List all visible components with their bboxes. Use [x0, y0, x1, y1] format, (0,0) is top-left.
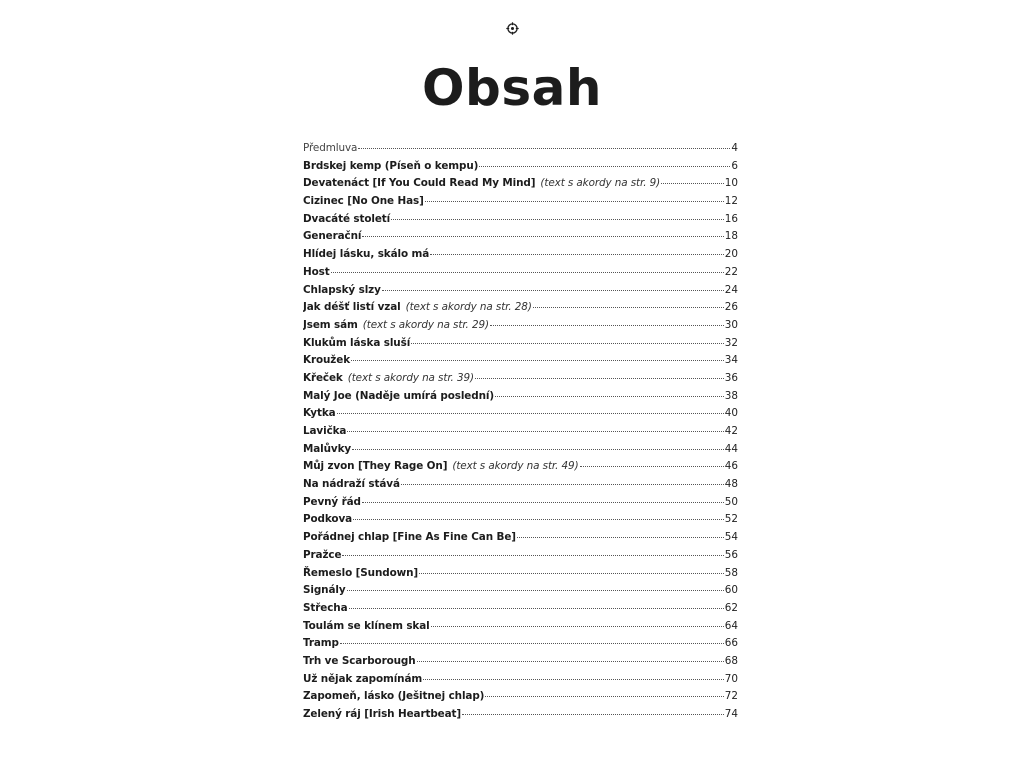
- toc-entry-page-number: 58: [724, 566, 738, 579]
- dot-leader: [340, 642, 724, 644]
- toc-entry-title: Můj zvon [They Rage On]: [303, 460, 448, 473]
- toc-entry[interactable]: [303, 317, 738, 335]
- dot-leader: [347, 430, 723, 432]
- toc-entry-title: Brdskej kemp (Píseň o kempu): [303, 159, 479, 172]
- toc-entry[interactable]: [303, 193, 738, 211]
- dot-leader: [423, 678, 724, 680]
- toc-entry-title: Křeček: [303, 371, 343, 384]
- toc-entry-page-number: 62: [724, 601, 738, 614]
- toc-entry-title: Pevný řád: [303, 495, 361, 508]
- dot-leader: [431, 625, 724, 627]
- toc-entry-page-number: 38: [724, 389, 738, 402]
- dot-leader: [430, 253, 724, 255]
- dot-leader: [517, 536, 724, 538]
- toc-entry[interactable]: [303, 388, 738, 406]
- toc-entry-title: Devatenáct [If You Could Read My Mind]: [303, 177, 536, 190]
- toc-entry-title: Lavička: [303, 425, 347, 437]
- toc-entry[interactable]: [303, 547, 738, 565]
- toc-entry[interactable]: [303, 653, 738, 671]
- toc-entry-page-number: 54: [724, 531, 738, 544]
- dot-leader: [417, 660, 724, 662]
- dot-leader: [401, 483, 724, 485]
- toc-entry-title: Pořádnej chlap [Fine As Fine Can Be]: [303, 531, 516, 544]
- toc-entry[interactable]: [303, 706, 738, 724]
- toc-entry-note: (text s akordy na str. 49): [452, 460, 579, 473]
- toc-entry-note: (text s akordy na str. 9): [540, 177, 661, 190]
- toc-entry-title: Malůvky: [303, 442, 352, 455]
- toc-entry-title: Už nějak zapomínám: [303, 672, 423, 685]
- toc-entry-page-number: 68: [724, 654, 738, 667]
- toc-entry-page-number: 74: [724, 708, 738, 720]
- toc-entry-title: Zelený ráj [Irish Heartbeat]: [303, 708, 462, 720]
- toc-entry-page-number: 50: [724, 495, 738, 508]
- toc-entry-page-number: 72: [724, 690, 738, 703]
- dot-leader: [352, 448, 724, 450]
- toc-entry-page-number: 36: [724, 371, 738, 384]
- dot-leader: [425, 200, 724, 202]
- toc-entry-title: Zapomeň, lásko (Ješitnej chlap): [303, 690, 485, 703]
- toc-entry-title: Cizinec [No One Has]: [303, 195, 424, 208]
- toc-entry[interactable]: [303, 618, 738, 636]
- toc-entry-title: Toulám se klínem skal: [303, 619, 430, 632]
- dot-leader: [353, 518, 724, 520]
- toc-entry-page-number: 70: [724, 672, 738, 685]
- dot-leader: [533, 306, 724, 308]
- dot-leader: [419, 572, 724, 574]
- dot-leader: [337, 412, 724, 414]
- toc-entry[interactable]: [303, 335, 738, 353]
- toc-entry-page-number: 18: [724, 230, 738, 243]
- toc-entry-page-number: 26: [724, 301, 738, 314]
- toc-entry[interactable]: [303, 529, 738, 547]
- toc-entry[interactable]: [303, 211, 738, 229]
- toc-entry[interactable]: [303, 494, 738, 512]
- toc-entry-page-number: 22: [724, 265, 738, 278]
- toc-entry-page-number: 12: [724, 195, 738, 208]
- toc-entry-title: Host: [303, 265, 330, 278]
- toc-entry-title: Jak déšť listí vzal: [303, 301, 401, 314]
- toc-entry-page-number: 46: [724, 460, 738, 473]
- toc-entry-title: Dvacáté století: [303, 212, 391, 225]
- toc-entry-title: Trh ve Scarborough: [303, 654, 416, 667]
- table-of-contents: [303, 140, 738, 724]
- dot-leader: [358, 147, 730, 149]
- dot-leader: [490, 324, 724, 326]
- toc-entry-page-number: 52: [724, 513, 738, 526]
- toc-entry-note: (text s akordy na str. 29): [362, 318, 489, 331]
- toc-entry-page-number: 40: [724, 407, 738, 420]
- toc-entry-note: (text s akordy na str. 28): [405, 301, 532, 314]
- dot-leader: [391, 218, 724, 220]
- toc-entry[interactable]: [303, 476, 738, 494]
- toc-entry[interactable]: [303, 458, 738, 476]
- dot-leader: [479, 165, 730, 167]
- dot-leader: [362, 235, 723, 237]
- toc-entry[interactable]: [303, 600, 738, 618]
- dot-leader: [580, 465, 724, 467]
- toc-entry-page-number: 48: [724, 478, 738, 491]
- toc-entry[interactable]: [303, 671, 738, 689]
- toc-entry[interactable]: [303, 264, 738, 282]
- toc-entry[interactable]: [303, 282, 738, 300]
- toc-entry-title: Pražce: [303, 548, 342, 561]
- toc-entry-page-number: 56: [724, 548, 738, 561]
- dot-leader: [495, 395, 724, 397]
- toc-entry[interactable]: [303, 352, 738, 370]
- dot-leader: [351, 359, 724, 361]
- toc-entry-title: Chlapský slzy: [303, 283, 381, 296]
- toc-entry[interactable]: [303, 441, 738, 459]
- dot-leader: [362, 501, 724, 503]
- toc-entry-title: Klukům láska sluší: [303, 336, 411, 349]
- toc-entry[interactable]: [303, 635, 738, 653]
- toc-entry-title: Řemeslo [Sundown]: [303, 566, 419, 579]
- crosshair-circle-icon: [506, 20, 519, 33]
- toc-entry-note: (text s akordy na str. 39): [347, 371, 474, 384]
- toc-entry-title: Generační: [303, 230, 362, 243]
- dot-leader: [349, 607, 724, 609]
- toc-entry[interactable]: [303, 175, 738, 193]
- toc-entry-page-number: 42: [724, 425, 738, 437]
- toc-entry[interactable]: [303, 582, 738, 600]
- toc-entry-page-number: 44: [724, 442, 738, 455]
- toc-entry[interactable]: [303, 688, 738, 706]
- toc-entry[interactable]: [303, 246, 738, 264]
- toc-entry-page-number: 32: [724, 336, 738, 349]
- dot-leader: [475, 377, 724, 379]
- dot-leader: [342, 554, 723, 556]
- dot-leader: [411, 342, 724, 344]
- toc-entry-page-number: 20: [724, 248, 738, 261]
- toc-entry-title: Na nádraží stává: [303, 478, 400, 491]
- dot-leader: [382, 289, 724, 291]
- toc-entry[interactable]: [303, 158, 738, 176]
- toc-entry-title: Tramp: [303, 637, 339, 650]
- toc-entry[interactable]: [303, 511, 738, 529]
- dot-leader: [462, 713, 724, 715]
- toc-entry-page-number: 16: [724, 212, 738, 225]
- toc-entry[interactable]: [303, 140, 738, 158]
- toc-entry-page-number: 30: [724, 318, 738, 331]
- toc-entry[interactable]: [303, 228, 738, 246]
- toc-entry-title: Malý Joe (Naděje umírá poslední): [303, 389, 494, 402]
- toc-entry-page-number: 24: [724, 283, 738, 296]
- toc-entry-title: Hlídej lásku, skálo má: [303, 248, 430, 261]
- dot-leader: [347, 589, 724, 591]
- dot-leader: [331, 271, 724, 273]
- toc-entry[interactable]: [303, 299, 738, 317]
- toc-entry-title: Předmluva: [303, 142, 358, 154]
- page-title: Obsah: [422, 59, 602, 117]
- dot-leader: [661, 182, 724, 184]
- toc-entry-title: Střecha: [303, 601, 348, 614]
- toc-entry-page-number: 60: [724, 584, 738, 597]
- toc-entry-page-number: 64: [724, 619, 738, 632]
- toc-entry-page-number: 66: [724, 637, 738, 650]
- toc-entry-title: Signály: [303, 584, 346, 597]
- toc-entry-page-number: 34: [724, 354, 738, 367]
- dot-leader: [485, 695, 723, 697]
- toc-entry-page-number: 10: [724, 177, 738, 190]
- toc-entry-page-number: 6: [731, 159, 738, 172]
- toc-entry-title: Podkova: [303, 513, 353, 526]
- toc-entry[interactable]: [303, 423, 738, 441]
- toc-entry-page-number: 4: [731, 142, 738, 154]
- toc-entry[interactable]: [303, 370, 738, 388]
- toc-entry-title: Kroužek: [303, 354, 351, 367]
- toc-entry[interactable]: [303, 405, 738, 423]
- toc-entry-title: Jsem sám: [303, 318, 358, 331]
- toc-entry[interactable]: [303, 565, 738, 583]
- toc-entry-title: Kytka: [303, 407, 336, 420]
